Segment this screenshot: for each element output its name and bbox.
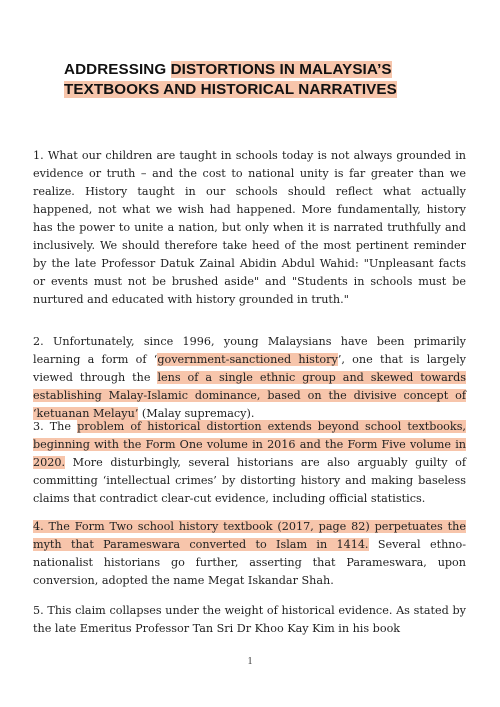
document-title xyxy=(64,60,454,100)
paragraph-2-text-c: (Malay supremacy). xyxy=(138,407,255,420)
page-number: 1 xyxy=(247,656,253,667)
paragraph-3-text-b: More disturbingly, several historians are also arguably guilty of committing ‘intellectual crimes’ by distorting history and making baseless claims that contradict clear-cut evidence, including official statistics. xyxy=(33,456,466,505)
paragraph-2-highlight-2: lens of a single ethnic group and skewed towards establishing Malay-Islamic dominance, based on the divisive concept of ‘ketuanan Melayu’ xyxy=(33,371,466,420)
paragraph-4-text-b: Several ethno-nationalist historians go further, asserting that Parameswara, upon conversion, adopted the name Megat Iskandar Shah. xyxy=(33,538,466,587)
paragraph-5: 5. This claim collapses under the weight of historical evidence. As stated by the late Emeritus Professor Tan Sri Dr Khoo Kay Kim in his book xyxy=(33,604,466,635)
paragraph-3 xyxy=(33,418,466,508)
paragraph-2-highlight-1: government-sanctioned history xyxy=(157,353,338,366)
paragraph-3-text-a: 3. The xyxy=(33,420,78,433)
paragraph-3-highlight: problem of historical distortion extends beyond school textbooks, beginning with the Form One volume in 2016 and the Form Five volume in 2020. xyxy=(33,420,466,469)
paragraph-4 xyxy=(33,518,466,590)
paragraph-2-text-a: 2. Unfortunately, since 1996, young Malaysians have been primarily learning a form of ‘ xyxy=(33,335,466,366)
paragraph-4-highlight: 4. The Form Two school history textbook (2017, page 82) perpetuates the myth that Parameswara converted to Islam in 1414. xyxy=(33,520,466,551)
title-highlight: DISTORTIONS IN MALAYSIA’S TEXTBOOKS AND HISTORICAL NARRATIVES xyxy=(64,61,397,98)
paragraph-2-text-b: ’, one that is largely viewed through the xyxy=(33,353,466,384)
title-plain: ADDRESSING xyxy=(64,61,171,78)
paragraph-2 xyxy=(33,333,466,423)
paragraph-1: 1. What our children are taught in schools today is not always grounded in evidence or truth – and the cost to national unity is far greater than we realize. History taught in our schools should reflect what actually happened, not what we wish had happened. More fundamentally, history has the power to unite a nation, but only when it is narrated truthfully and inclusively. We should therefore take heed of the most pertinent reminder by the late Professor Datuk Zainal Abidin Abdul Wahid: "Unpleasant facts or events must not be brushed aside" and "Students in schools must be nurtured and educated with history grounded in truth." xyxy=(33,149,466,306)
